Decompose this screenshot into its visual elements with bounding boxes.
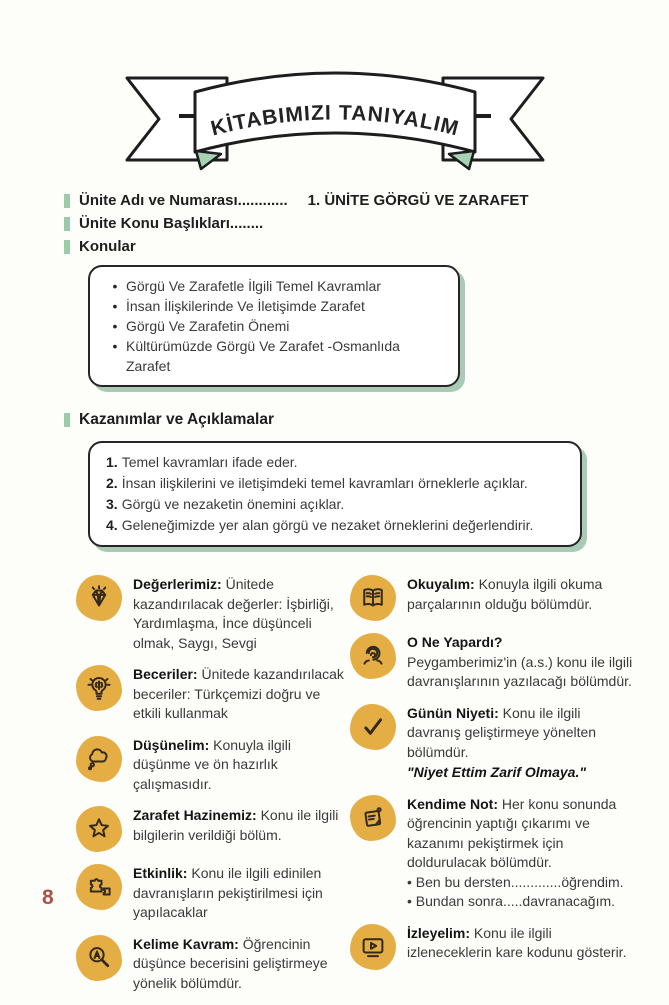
topic-item (104, 296, 444, 316)
icon-badge (76, 864, 122, 910)
legend-text: Kendime Not: Her konu sonunda öğrencinin yaptığı çıkarımı ve kazanımı pekiştirmek için doldurulacak bölümdür. (407, 795, 617, 870)
topics-box (88, 265, 460, 387)
outcomes-heading-label: Kazanımlar ve Açıklamalar (79, 411, 275, 428)
icon-badge (76, 935, 122, 981)
legend-text: Değerlerimiz: Ünitede kazandırılacak değerler: İşbirliği, Yardımlaşma, İnce düşünceli olmak, Saygı, Sevgi (133, 576, 334, 651)
screen-play-icon (358, 932, 388, 962)
legend-title: Günün Niyeti: (407, 704, 503, 721)
outcomes-heading (64, 411, 669, 429)
topic-text: Kültürümüzde Görgü Ve Zarafet -Osmanlıda Zarafet (126, 338, 400, 374)
legend-text: Düşünelim: Konuyla ilgili düşünme ve ön hazırlık çalışmasıdır. (133, 736, 291, 792)
icon-badge (350, 795, 396, 841)
legend-title: İzleyelim: (407, 924, 474, 941)
star-icon (84, 814, 114, 844)
legend-item (350, 795, 636, 912)
legend-title: Etkinlik: (133, 865, 192, 881)
legend-item (350, 704, 636, 783)
legend-body (133, 575, 344, 653)
page-number: 8 (42, 886, 54, 909)
legend-title: Kendime Not: (407, 795, 502, 812)
legend-item (76, 575, 344, 653)
magnifier-a-icon (84, 943, 114, 973)
legend-body (133, 864, 344, 923)
legend-title: Değerlerimiz: (133, 576, 226, 592)
legend-column-right (350, 575, 636, 1005)
legend-text: Peygamberimiz'in (a.s.) konu ile ilgili davranışlarının yazılacağı bölümdür. (407, 653, 633, 689)
meta-label: Ünite Konu Başlıkları........ (79, 215, 264, 232)
legend-text: İzleyelim: Konu ile ilgili izleneceklerin kare kodunu gösterir. (407, 924, 627, 960)
bullet-icon: • (112, 298, 118, 314)
bullet-icon: • (112, 318, 118, 334)
outcomes-box (88, 441, 582, 547)
outcome-item (106, 494, 564, 515)
rose-icon (358, 641, 388, 671)
legend-body (133, 806, 344, 852)
legend-title: Kelime Kavram: (133, 935, 243, 952)
topic-item (104, 316, 444, 336)
green-marker-icon (64, 194, 70, 208)
outcome-text: Temel kavramları ifade eder. (121, 454, 298, 470)
meta-row (64, 192, 669, 209)
legend-body (133, 665, 344, 724)
legend-item (76, 806, 344, 852)
icon-badge (76, 665, 122, 711)
outcome-item (106, 473, 564, 494)
diamond-icon (84, 583, 114, 613)
legend-text: Etkinlik: Konu ile ilgili edinilen davranışların pekiştirilmesi için yapılacaklar (133, 865, 323, 920)
icon-badge (350, 633, 396, 679)
legend-body (407, 704, 636, 783)
icon-badge (76, 575, 122, 621)
icon-badge (76, 736, 122, 782)
outcome-item (106, 452, 564, 473)
legend-item (76, 864, 344, 923)
icon-badge (350, 704, 396, 750)
note-icon (358, 803, 388, 833)
bulb-brain-icon (84, 673, 114, 703)
green-marker-icon (64, 413, 70, 427)
outcome-number: 2. (106, 475, 118, 491)
legend-item (76, 736, 344, 795)
outcome-text: Görgü ve nezaketin önemini açıklar. (121, 496, 345, 512)
legend-item (76, 935, 344, 994)
bullet-icon: • (112, 338, 118, 354)
icon-badge (350, 924, 396, 970)
legend-title: Düşünelim: (133, 736, 214, 753)
legend-text: Okuyalım: Konuyla ilgili okuma parçalarının olduğu bölümdür. (407, 576, 603, 612)
outcome-number: 4. (106, 517, 118, 533)
legend-text: Zarafet Hazinemiz: Konu ile ilgili bilgilerin verildiği bölüm. (133, 807, 339, 843)
topic-item (104, 336, 444, 376)
legend-text: Kelime Kavram: Öğrencinin düşünce becerisini geliştirmeye yönelik bölümdür. (133, 935, 328, 991)
meta-value: 1. ÜNİTE GÖRGÜ VE ZARAFET (307, 192, 529, 209)
ribbon-banner-icon (115, 48, 555, 178)
title-banner (0, 0, 669, 178)
topic-text: Görgü Ve Zarafetin Önemi (126, 318, 290, 334)
legend-bullet-line: • Bundan sonra.....davranacağım. (407, 893, 616, 909)
outcome-number: 1. (106, 454, 118, 470)
legend-text: Günün Niyeti: Konu ile ilgili davranış geliştirmeye yönelten bölümdür. (407, 704, 597, 760)
legend-section (76, 575, 669, 1005)
topic-item (104, 276, 444, 296)
green-marker-icon (64, 240, 70, 254)
legend-body (133, 935, 344, 994)
legend-body (407, 795, 636, 912)
legend-body (407, 924, 636, 970)
icon-badge (76, 806, 122, 852)
checkmark-icon (358, 712, 388, 742)
topic-text: Görgü Ve Zarafetle İlgili Temel Kavramlar (126, 278, 381, 294)
meta-row (64, 238, 669, 255)
meta-row (64, 215, 669, 232)
legend-title: Okuyalım: (407, 576, 479, 592)
legend-text: Beceriler: Ünitede kazandırılacak beceriler: Türkçemizi doğru ve etkili kullanmak (133, 666, 344, 721)
outcome-number: 3. (106, 496, 118, 512)
legend-title: Beceriler: (133, 666, 202, 682)
thought-cloud-icon (84, 744, 114, 774)
puzzle-icon (84, 872, 114, 902)
meta-label: Ünite Adı ve Numarası............ (79, 192, 288, 209)
legend-body (133, 736, 344, 795)
legend-title: Zarafet Hazinemiz: (133, 807, 261, 823)
topic-text: İnsan İlişkilerinde Ve İletişimde Zarafet (126, 298, 365, 314)
legend-item (350, 924, 636, 970)
icon-badge (350, 575, 396, 621)
legend-item (350, 575, 636, 621)
outcome-text: Geleneğimizde yer alan görgü ve nezaket örneklerini değerlendirir. (121, 517, 534, 533)
legend-body (407, 575, 636, 621)
legend-body (407, 633, 636, 692)
legend-bullet-line: • Ben bu dersten.............öğrendim. (407, 873, 624, 890)
banner-title: KİTABIMIZI TANIYALIM (207, 101, 461, 141)
meta-rows (64, 192, 669, 255)
bullet-icon: • (112, 278, 118, 294)
legend-column-left (76, 575, 344, 1005)
legend-item (76, 665, 344, 724)
outcome-text: İnsan ilişkilerini ve iletişimdeki temel kavramları örneklerle açıklar. (121, 475, 528, 491)
legend-note: "Niyet Ettim Zarif Olmaya." (407, 764, 586, 780)
legend-title: O Ne Yapardı? (407, 634, 503, 650)
meta-label: Konular (79, 238, 136, 255)
outcome-item (106, 515, 564, 536)
green-marker-icon (64, 217, 70, 231)
open-book-icon (358, 583, 388, 613)
legend-item (350, 633, 636, 692)
